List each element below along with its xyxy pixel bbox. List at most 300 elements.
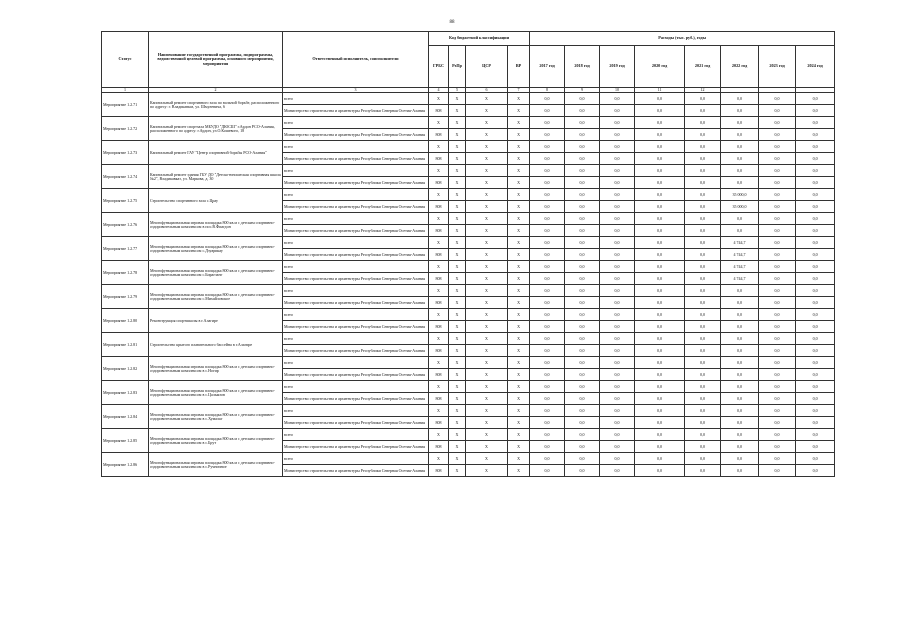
row-value: 0,0 xyxy=(600,285,635,297)
row-value: 0,0 xyxy=(530,453,565,465)
row-code-cell: X xyxy=(449,405,466,417)
row-csr: X xyxy=(466,345,508,357)
row-csr: X xyxy=(466,201,508,213)
row-code-cell: X xyxy=(466,117,508,129)
header-name: Наименование государственной программы, подпрограммы, ведомственной целевой программы, основного мероприятия, мероприятия xyxy=(149,32,283,88)
row-value: 0,0 xyxy=(565,189,600,201)
row-value: 0,0 xyxy=(635,453,685,465)
row-code-cell: X xyxy=(508,213,530,225)
row-value: 0,0 xyxy=(685,357,721,369)
row-value: 0,0 xyxy=(796,453,835,465)
row-rzpr: X xyxy=(449,273,466,285)
row-value: 0,0 xyxy=(759,405,796,417)
header-year-5: 2022 год xyxy=(721,46,759,88)
row-total-label: всего xyxy=(283,237,429,249)
row-name: Многофункциональная игровая площадка 800 кв.м с детским спортивно-оздоровительным комплексом в с.Хумалаг xyxy=(149,405,283,429)
row-value: 0,0 xyxy=(565,357,600,369)
column-index: 12 xyxy=(685,88,721,93)
column-index: 11 xyxy=(635,88,685,93)
row-code-cell: X xyxy=(508,357,530,369)
row-value: 0,0 xyxy=(759,453,796,465)
row-value: 0,0 xyxy=(721,369,759,381)
row-value: 0,0 xyxy=(721,141,759,153)
row-rzpr: X xyxy=(449,129,466,141)
row-responsible: Министерство строительства и архитектуры Республики Северная Осетия-Алания xyxy=(283,105,429,117)
row-total-label: всего xyxy=(283,429,429,441)
row-value: 0,0 xyxy=(565,381,600,393)
column-index: 7 xyxy=(508,88,530,93)
row-code-cell: X xyxy=(429,285,449,297)
row-value: 0,0 xyxy=(685,213,721,225)
row-code-cell: X xyxy=(449,165,466,177)
row-value: 0,0 xyxy=(635,165,685,177)
row-value: 0,0 xyxy=(565,261,600,273)
row-value: 0,0 xyxy=(565,273,600,285)
row-value: 0,0 xyxy=(759,357,796,369)
row-value: 0,0 xyxy=(565,333,600,345)
row-value: 0,0 xyxy=(796,201,835,213)
row-rzpr: X xyxy=(449,297,466,309)
row-rzpr: X xyxy=(449,465,466,477)
row-status: Мероприятие 1.2.83 xyxy=(102,381,149,405)
row-status: Мероприятие 1.2.71 xyxy=(102,93,149,117)
row-value: 0,0 xyxy=(759,285,796,297)
row-total-label: всего xyxy=(283,357,429,369)
row-vr: X xyxy=(508,321,530,333)
row-value: 0,0 xyxy=(565,453,600,465)
row-value: 0,0 xyxy=(565,225,600,237)
row-value: 0,0 xyxy=(530,321,565,333)
row-value: 0,0 xyxy=(685,249,721,261)
row-name: Капитальный ремонт здания ГБУ ДО "Детско-юношеская спортивная школа №2", Владикавказ, ул. Маркова, д. 30 xyxy=(149,165,283,189)
row-code-cell: X xyxy=(429,381,449,393)
row-value: 0,0 xyxy=(685,333,721,345)
row-value: 0,0 xyxy=(600,369,635,381)
row-csr: X xyxy=(466,369,508,381)
row-code-cell: X xyxy=(429,213,449,225)
row-value: 0,0 xyxy=(759,213,796,225)
row-responsible: Министерство строительства и архитектуры Республики Северная Осетия-Алания xyxy=(283,225,429,237)
row-responsible: Министерство строительства и архитектуры Республики Северная Осетия-Алания xyxy=(283,129,429,141)
header-year-6: 2023 год xyxy=(759,46,796,88)
row-value: 0,0 xyxy=(530,333,565,345)
row-value: 0,0 xyxy=(796,165,835,177)
row-value: 0,0 xyxy=(600,345,635,357)
row-value: 0,0 xyxy=(600,429,635,441)
row-value: 0,0 xyxy=(530,297,565,309)
row-code-cell: X xyxy=(508,309,530,321)
row-status: Мероприятие 1.2.86 xyxy=(102,453,149,477)
row-value: 0,0 xyxy=(530,261,565,273)
row-name: Капитальный ремонт спортивного зала по вольной борьбе, расположенного по адресу: г. Владикавказ, ул. Шмулевича, 6 xyxy=(149,93,283,117)
row-vr: X xyxy=(508,297,530,309)
row-code-cell: X xyxy=(508,381,530,393)
row-value: 0,0 xyxy=(796,333,835,345)
row-value: 0,0 xyxy=(635,261,685,273)
row-value: 0,0 xyxy=(635,237,685,249)
row-value: 4 744,7 xyxy=(721,261,759,273)
row-value: 0,0 xyxy=(600,321,635,333)
row-value: 0,0 xyxy=(685,141,721,153)
row-value: 0,0 xyxy=(565,369,600,381)
row-code-cell: X xyxy=(449,333,466,345)
row-value: 0,0 xyxy=(600,141,635,153)
row-value: 0,0 xyxy=(635,441,685,453)
row-code-cell: X xyxy=(466,237,508,249)
row-vr: X xyxy=(508,177,530,189)
header-code-0: ГРБС xyxy=(429,46,449,88)
row-code-cell: X xyxy=(429,333,449,345)
row-value: 0,0 xyxy=(759,417,796,429)
table-row xyxy=(102,237,835,249)
row-csr: X xyxy=(466,249,508,261)
row-rzpr: X xyxy=(449,201,466,213)
row-value: 0,0 xyxy=(635,465,685,477)
row-value: 0,0 xyxy=(759,381,796,393)
row-value: 0,0 xyxy=(759,309,796,321)
row-name: Строительство крытого плавательного бассейна в г.Алагире xyxy=(149,333,283,357)
row-value: 0,0 xyxy=(600,357,635,369)
row-code-cell: X xyxy=(449,429,466,441)
column-index: 9 xyxy=(565,88,600,93)
row-value: 0,0 xyxy=(759,153,796,165)
row-value: 0,0 xyxy=(635,153,685,165)
row-value: 0,0 xyxy=(796,393,835,405)
row-value: 0,0 xyxy=(565,153,600,165)
row-value: 0,0 xyxy=(796,105,835,117)
column-index: 1 xyxy=(102,88,149,93)
row-name: Многофункциональная игровая площадка 800 кв.м с детским спортивно-оздоровительным комплексом в пос.В.Фиагдон xyxy=(149,213,283,237)
row-code-cell: X xyxy=(508,333,530,345)
row-value: 0,0 xyxy=(600,201,635,213)
row-code-cell: X xyxy=(508,141,530,153)
row-code-cell: X xyxy=(449,141,466,153)
row-vr: X xyxy=(508,153,530,165)
row-value: 0,0 xyxy=(759,129,796,141)
row-csr: X xyxy=(466,417,508,429)
row-value: 0,0 xyxy=(721,357,759,369)
column-index: 6 xyxy=(466,88,508,93)
row-value: 0,0 xyxy=(685,285,721,297)
row-code-cell: X xyxy=(429,309,449,321)
row-name: Многофункциональная игровая площадка 800 кв.м с детским спортивно-оздоровительным комплексом с.Дзуарикау xyxy=(149,237,283,261)
row-value: 0,0 xyxy=(600,153,635,165)
row-code-cell: X xyxy=(466,405,508,417)
row-value: 0,0 xyxy=(635,285,685,297)
row-value: 0,0 xyxy=(796,225,835,237)
row-value: 0,0 xyxy=(796,441,835,453)
row-grbs: 808 xyxy=(429,153,449,165)
header-expenses: Расходы (тыс. руб.), годы xyxy=(530,32,835,46)
row-value: 0,0 xyxy=(685,417,721,429)
row-code-cell: X xyxy=(466,309,508,321)
row-value: 0,0 xyxy=(796,369,835,381)
row-value: 0,0 xyxy=(565,129,600,141)
row-rzpr: X xyxy=(449,153,466,165)
row-total-label: всего xyxy=(283,285,429,297)
row-code-cell: X xyxy=(429,117,449,129)
row-value: 0,0 xyxy=(796,117,835,129)
row-value: 0,0 xyxy=(635,213,685,225)
row-value: 0,0 xyxy=(796,345,835,357)
row-responsible: Министерство строительства и архитектуры Республики Северная Осетия-Алания xyxy=(283,273,429,285)
row-value: 0,0 xyxy=(530,249,565,261)
table-row xyxy=(102,213,835,225)
row-value: 0,0 xyxy=(759,369,796,381)
row-value: 0,0 xyxy=(530,429,565,441)
row-grbs: 808 xyxy=(429,297,449,309)
row-value: 0,0 xyxy=(759,321,796,333)
row-value: 0,0 xyxy=(530,237,565,249)
row-value: 0,0 xyxy=(635,93,685,105)
row-value: 0,0 xyxy=(530,273,565,285)
row-value: 0,0 xyxy=(530,141,565,153)
row-status: Мероприятие 1.2.81 xyxy=(102,333,149,357)
row-rzpr: X xyxy=(449,417,466,429)
row-code-cell: X xyxy=(429,429,449,441)
row-csr: X xyxy=(466,177,508,189)
row-vr: X xyxy=(508,273,530,285)
column-index: 10 xyxy=(600,88,635,93)
row-value: 0,0 xyxy=(721,213,759,225)
row-total-label: всего xyxy=(283,381,429,393)
row-value: 0,0 xyxy=(530,153,565,165)
row-csr: X xyxy=(466,321,508,333)
row-vr: X xyxy=(508,249,530,261)
row-responsible: Министерство строительства и архитектуры Республики Северная Осетия-Алания xyxy=(283,369,429,381)
row-value: 0,0 xyxy=(600,129,635,141)
row-value: 0,0 xyxy=(565,93,600,105)
header-year-4: 2021 год xyxy=(685,46,721,88)
row-vr: X xyxy=(508,345,530,357)
row-total-label: всего xyxy=(283,261,429,273)
row-value: 0,0 xyxy=(796,93,835,105)
row-status: Мероприятие 1.2.79 xyxy=(102,285,149,309)
row-value: 0,0 xyxy=(796,417,835,429)
row-value: 0,0 xyxy=(600,381,635,393)
row-value: 0,0 xyxy=(530,393,565,405)
row-value: 0,0 xyxy=(635,177,685,189)
row-code-cell: X xyxy=(429,405,449,417)
row-value: 0,0 xyxy=(759,429,796,441)
row-value: 0,0 xyxy=(721,177,759,189)
row-grbs: 808 xyxy=(429,369,449,381)
row-code-cell: X xyxy=(429,93,449,105)
row-value: 0,0 xyxy=(635,297,685,309)
row-value: 0,0 xyxy=(565,309,600,321)
row-responsible: Министерство строительства и архитектуры Республики Северная Осетия-Алания xyxy=(283,321,429,333)
row-value: 0,0 xyxy=(635,321,685,333)
row-value: 0,0 xyxy=(565,285,600,297)
header-status: Статус xyxy=(102,32,149,88)
row-value: 0,0 xyxy=(600,417,635,429)
row-csr: X xyxy=(466,393,508,405)
row-value: 0,0 xyxy=(721,345,759,357)
row-grbs: 808 xyxy=(429,201,449,213)
row-grbs: 808 xyxy=(429,273,449,285)
row-value: 0,0 xyxy=(530,285,565,297)
row-total-label: всего xyxy=(283,333,429,345)
row-value: 0,0 xyxy=(721,129,759,141)
row-value: 0,0 xyxy=(759,261,796,273)
row-code-cell: X xyxy=(508,405,530,417)
row-value: 0,0 xyxy=(600,213,635,225)
row-value: 0,0 xyxy=(796,309,835,321)
row-csr: X xyxy=(466,441,508,453)
row-value: 0,0 xyxy=(796,249,835,261)
row-code-cell: X xyxy=(429,261,449,273)
row-value: 0,0 xyxy=(796,189,835,201)
row-csr: X xyxy=(466,273,508,285)
row-rzpr: X xyxy=(449,249,466,261)
row-total-label: всего xyxy=(283,309,429,321)
row-value: 0,0 xyxy=(600,105,635,117)
row-vr: X xyxy=(508,225,530,237)
row-responsible: Министерство строительства и архитектуры Республики Северная Осетия-Алания xyxy=(283,393,429,405)
row-value: 0,0 xyxy=(530,369,565,381)
row-rzpr: X xyxy=(449,321,466,333)
row-status: Мероприятие 1.2.72 xyxy=(102,117,149,141)
row-value: 0,0 xyxy=(759,393,796,405)
row-value: 0,0 xyxy=(796,321,835,333)
row-value: 0,0 xyxy=(530,129,565,141)
row-value: 0,0 xyxy=(721,441,759,453)
row-value: 0,0 xyxy=(530,357,565,369)
row-value: 0,0 xyxy=(796,357,835,369)
row-rzpr: X xyxy=(449,225,466,237)
row-value: 0,0 xyxy=(796,405,835,417)
header-year-7: 2024 год xyxy=(796,46,835,88)
row-code-cell: X xyxy=(429,357,449,369)
row-grbs: 808 xyxy=(429,417,449,429)
row-value: 0,0 xyxy=(685,165,721,177)
row-code-cell: X xyxy=(466,357,508,369)
row-value: 0,0 xyxy=(759,141,796,153)
row-value: 0,0 xyxy=(796,261,835,273)
row-code-cell: X xyxy=(508,189,530,201)
row-csr: X xyxy=(466,465,508,477)
row-name: Многофункциональная игровая площадка 800 кв.м с детским спортивно-оздоровительным комплексом в с.Брут xyxy=(149,429,283,453)
row-grbs: 808 xyxy=(429,129,449,141)
column-index: 3 xyxy=(283,88,429,93)
row-value: 0,0 xyxy=(635,369,685,381)
row-value: 0,0 xyxy=(530,465,565,477)
row-value: 0,0 xyxy=(565,345,600,357)
row-value: 0,0 xyxy=(530,441,565,453)
row-code-cell: X xyxy=(449,357,466,369)
table-row xyxy=(102,117,835,129)
header-year-0: 2017 год xyxy=(530,46,565,88)
row-value: 0,0 xyxy=(796,141,835,153)
header-code-2: ЦСР xyxy=(466,46,508,88)
row-value: 0,0 xyxy=(635,201,685,213)
row-value: 0,0 xyxy=(565,429,600,441)
row-total-label: всего xyxy=(283,405,429,417)
row-vr: X xyxy=(508,441,530,453)
row-value: 0,0 xyxy=(721,465,759,477)
row-value: 0,0 xyxy=(565,177,600,189)
row-value: 0,0 xyxy=(600,225,635,237)
row-value: 0,0 xyxy=(635,273,685,285)
row-value: 0,0 xyxy=(759,105,796,117)
row-value: 0,0 xyxy=(565,105,600,117)
table-row xyxy=(102,333,835,345)
row-value: 0,0 xyxy=(530,189,565,201)
table-row xyxy=(102,309,835,321)
row-value: 0,0 xyxy=(796,213,835,225)
row-total-label: всего xyxy=(283,165,429,177)
row-value: 0,0 xyxy=(600,261,635,273)
row-rzpr: X xyxy=(449,393,466,405)
row-value: 0,0 xyxy=(530,309,565,321)
row-value: 0,0 xyxy=(685,381,721,393)
row-value: 0,0 xyxy=(635,357,685,369)
header-responsible: Ответственный исполнитель, соисполнители xyxy=(283,32,429,88)
row-value: 0,0 xyxy=(796,237,835,249)
row-value: 0,0 xyxy=(600,441,635,453)
row-value: 4 744,7 xyxy=(721,237,759,249)
row-grbs: 808 xyxy=(429,441,449,453)
row-value: 0,0 xyxy=(565,249,600,261)
row-value: 0,0 xyxy=(759,273,796,285)
table-row xyxy=(102,357,835,369)
row-rzpr: X xyxy=(449,105,466,117)
row-value: 0,0 xyxy=(685,309,721,321)
row-value: 0,0 xyxy=(530,381,565,393)
row-name: Реконструкция спортшколы в г.Алагире xyxy=(149,309,283,333)
row-value: 0,0 xyxy=(759,345,796,357)
row-csr: X xyxy=(466,153,508,165)
row-value: 0,0 xyxy=(530,165,565,177)
row-value: 0,0 xyxy=(796,285,835,297)
header-code-1: РзПр xyxy=(449,46,466,88)
row-code-cell: X xyxy=(508,453,530,465)
row-rzpr: X xyxy=(449,369,466,381)
row-code-cell: X xyxy=(508,93,530,105)
budget-table xyxy=(101,31,835,477)
row-value: 0,0 xyxy=(565,297,600,309)
header-code-3: ВР xyxy=(508,46,530,88)
row-value: 0,0 xyxy=(759,237,796,249)
row-value: 0,0 xyxy=(530,201,565,213)
row-value: 0,0 xyxy=(721,165,759,177)
row-total-label: всего xyxy=(283,93,429,105)
row-code-cell: X xyxy=(449,93,466,105)
row-value: 0,0 xyxy=(635,333,685,345)
row-code-cell: X xyxy=(466,213,508,225)
row-name: Капитальный ремонт ГАУ "Центр спортивной борьбы РСО-Алания" xyxy=(149,141,283,165)
row-value: 0,0 xyxy=(565,165,600,177)
row-responsible: Министерство строительства и архитектуры Республики Северная Осетия-Алания xyxy=(283,201,429,213)
row-value: 0,0 xyxy=(721,417,759,429)
row-value: 0,0 xyxy=(685,297,721,309)
row-code-cell: X xyxy=(508,429,530,441)
row-value: 0,0 xyxy=(635,105,685,117)
row-value: 0,0 xyxy=(685,465,721,477)
row-value: 0,0 xyxy=(565,441,600,453)
row-code-cell: X xyxy=(449,453,466,465)
row-value: 0,0 xyxy=(600,405,635,417)
row-value: 0,0 xyxy=(721,297,759,309)
row-value: 0,0 xyxy=(600,177,635,189)
row-value: 0,0 xyxy=(600,309,635,321)
row-value: 0,0 xyxy=(759,333,796,345)
row-rzpr: X xyxy=(449,441,466,453)
row-grbs: 808 xyxy=(429,105,449,117)
column-index: 2 xyxy=(149,88,283,93)
row-value: 0,0 xyxy=(721,333,759,345)
column-index: 5 xyxy=(449,88,466,93)
